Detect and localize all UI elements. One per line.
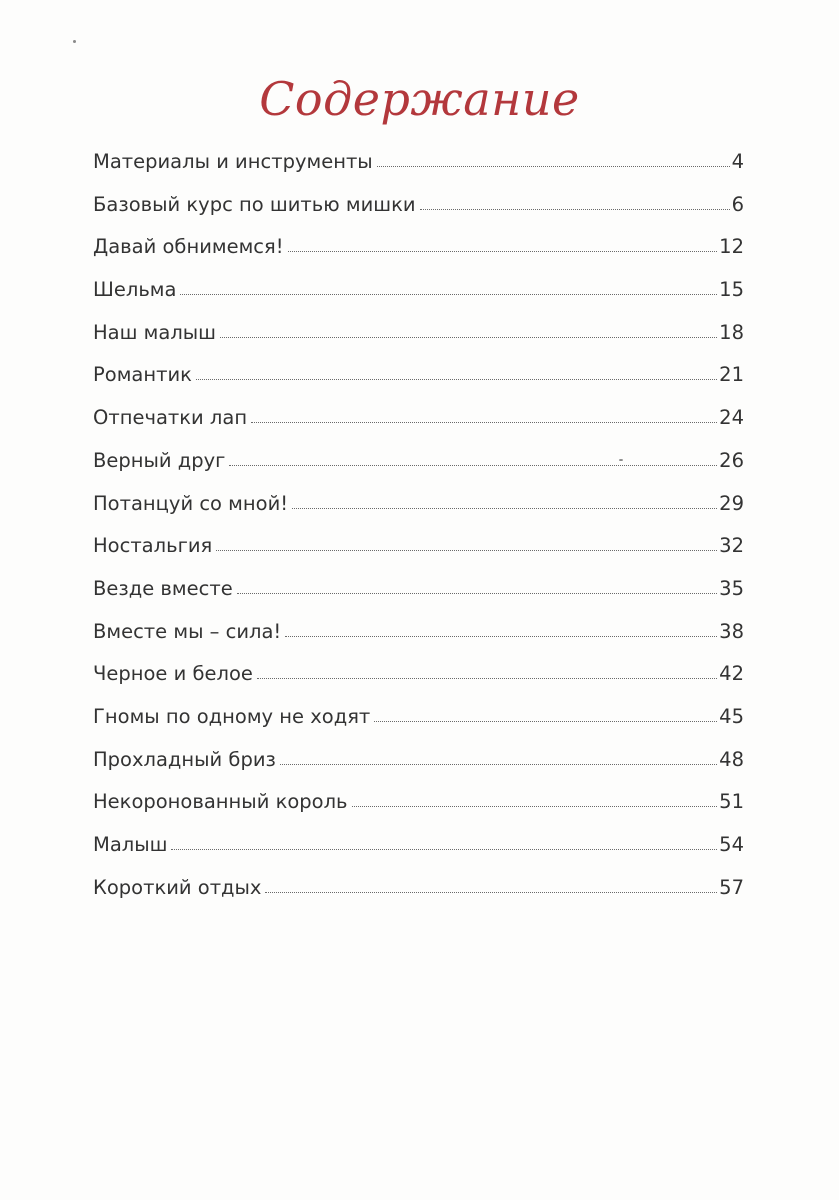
toc-page-number: 15 [719,278,744,302]
toc-page-number: 38 [719,619,744,643]
toc-dot-leader [180,294,717,295]
toc-entry[interactable] [93,705,744,748]
toc-dot-leader [374,721,717,722]
toc-dot-leader [377,166,730,167]
toc-entry[interactable] [93,662,744,705]
toc-page-number: 12 [719,235,744,259]
toc-entry-title: Романтик [93,363,192,387]
toc-entry-title: Гномы по одному не ходят [93,704,371,728]
toc-entry-title: Верный друг [93,448,226,472]
toc-entry-title: Некоронованный король [93,790,348,814]
toc-page-number: 4 [731,150,744,173]
toc-entry-title: Отпечатки лап [93,406,248,430]
toc-dot-leader [288,251,718,252]
toc-dot-leader [196,379,717,380]
toc-entry-title: Базовый курс по шитью мишки [93,192,416,216]
toc-dot-leader [220,337,717,338]
toc-dot-leader [237,593,717,594]
toc-entry-title: Везде вместе [93,576,233,600]
toc-dot-leader [352,806,718,807]
toc-entry[interactable] [93,363,744,406]
toc-page-number: 24 [719,406,744,430]
toc-entry-title: Потанцуй со мной! [93,491,289,515]
toc-entry[interactable] [93,790,744,833]
toc-dot-leader [229,465,717,466]
toc-entry[interactable] [93,534,744,577]
toc-entry[interactable] [93,150,744,193]
toc-dot-leader [285,636,717,637]
toc-dot-leader [216,550,717,551]
toc-page-number: 26 [719,448,744,472]
toc-page-number: 54 [719,833,744,856]
toc-dot-leader [420,209,730,210]
toc-entry-title: Материалы и инструменты [93,150,373,173]
toc-entry[interactable] [93,876,744,919]
toc-entry-title: Малыш [93,833,168,856]
toc-page-number: 35 [719,576,744,600]
table-of-contents [93,150,744,918]
toc-entry[interactable] [93,278,744,321]
toc-entry[interactable] [93,492,744,535]
page-title: Содержание [259,72,580,126]
toc-page-number: 29 [719,491,744,515]
toc-dot-leader [280,764,717,765]
toc-entry[interactable] [93,577,744,620]
toc-entry[interactable] [93,833,744,876]
toc-page-number: 21 [719,363,744,387]
toc-page-number: 42 [719,662,744,686]
toc-entry-title: Шельма [93,278,177,302]
toc-dot-leader [292,508,717,509]
toc-entry-title: Короткий отдых [93,875,262,899]
toc-entry-title: Вместе мы – сила! [93,619,282,643]
toc-entry[interactable] [93,449,744,492]
toc-entry-title: Давай обнимемся! [93,235,284,259]
toc-entry[interactable] [93,235,744,278]
toc-entry[interactable] [93,321,744,364]
toc-page-number: 51 [719,790,744,814]
toc-page-number: 57 [719,875,744,899]
toc-page-number: 32 [719,534,744,558]
toc-page-number: 48 [719,747,744,771]
toc-dot-leader [257,678,717,679]
toc-dot-leader [251,422,717,423]
toc-dot-leader [265,892,717,893]
toc-page-number: 45 [719,704,744,728]
toc-page-number: 6 [731,192,744,216]
toc-entry[interactable] [93,406,744,449]
toc-entry[interactable] [93,748,744,791]
toc-entry[interactable] [93,193,744,236]
toc-entry-title: Ностальгия [93,534,213,558]
toc-entry-title: Прохладный бриз [93,747,276,771]
toc-entry-title: Наш малыш [93,320,217,344]
toc-entry-title: Черное и белое [93,662,253,686]
toc-entry[interactable] [93,620,744,663]
toc-page-number: 18 [719,320,744,344]
print-speck [73,40,76,43]
toc-dot-leader [171,849,717,850]
